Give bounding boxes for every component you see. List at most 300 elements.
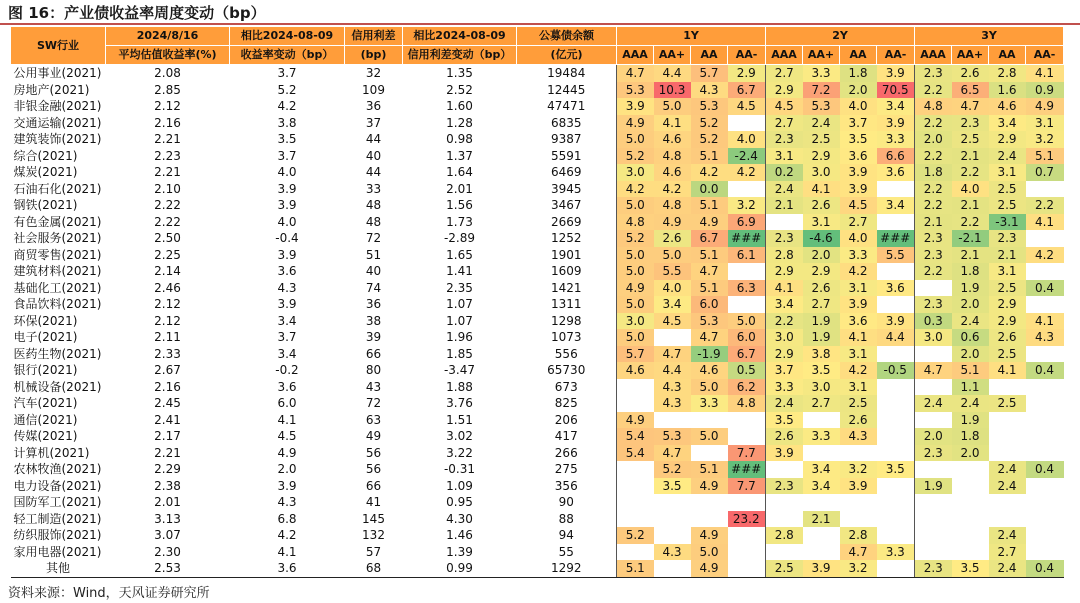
heat-cell: 3.9	[617, 98, 654, 115]
heat-cell: 4.5	[840, 197, 877, 214]
table-row	[11, 329, 1064, 346]
heat-cell: 3.4	[989, 115, 1026, 132]
yield-change-cell: 4.0	[230, 214, 345, 231]
heat-cell: 2.7	[803, 296, 840, 313]
heat-cell: 3.8	[803, 346, 840, 363]
table-row	[11, 263, 1064, 280]
heat-cell: 6.7	[728, 82, 766, 99]
heat-cell: 2.7	[989, 544, 1026, 561]
heat-cell: 5.2	[617, 527, 654, 544]
heat-cell: -1.9	[691, 346, 728, 363]
heat-cell	[803, 527, 840, 544]
table-row	[11, 346, 1064, 363]
heat-cell	[1026, 346, 1064, 363]
table-row	[11, 296, 1064, 313]
heat-cell: 5.3	[691, 313, 728, 330]
heat-cell: 6.9	[728, 214, 766, 231]
credit-spread-cell: 49	[345, 428, 403, 445]
heat-cell: 70.5	[877, 82, 915, 99]
heat-cell: 4.1	[1026, 313, 1064, 330]
header-group-1y: 1Y	[617, 27, 766, 46]
balance-cell: 356	[517, 478, 617, 495]
heat-cell	[728, 412, 766, 429]
heat-cell	[803, 544, 840, 561]
heat-cell: 0.6	[952, 329, 989, 346]
balance-cell: 94	[517, 527, 617, 544]
industry-cell: 环保(2021)	[11, 313, 106, 330]
spread-change-cell: 1.85	[403, 346, 517, 363]
heat-cell: 4.4	[654, 65, 691, 82]
table-row	[11, 181, 1064, 198]
yield-change-cell: 3.7	[230, 65, 345, 82]
heat-cell: 3.5	[766, 412, 803, 429]
heat-cell: 3.9	[840, 478, 877, 495]
heat-cell: 4.9	[691, 527, 728, 544]
heat-cell: 2.0	[952, 445, 989, 462]
heat-cell: 5.0	[617, 131, 654, 148]
credit-spread-cell: 37	[345, 115, 403, 132]
balance-cell: 556	[517, 346, 617, 363]
heat-cell: 6.6	[877, 148, 915, 165]
credit-spread-cell: 39	[345, 329, 403, 346]
yield-change-cell: 4.2	[230, 98, 345, 115]
heat-cell: 2.1	[952, 247, 989, 264]
credit-spread-cell: 43	[345, 379, 403, 396]
heat-cell: 0.7	[1026, 164, 1064, 181]
yield-change-cell: 4.1	[230, 544, 345, 561]
heat-cell: 3.7	[766, 362, 803, 379]
balance-cell: 825	[517, 395, 617, 412]
valuation-yield-cell: 2.22	[106, 214, 230, 231]
heat-cell	[877, 445, 915, 462]
industry-cell: 社会服务(2021)	[11, 230, 106, 247]
balance-cell: 55	[517, 544, 617, 561]
heat-cell: 4.3	[1026, 329, 1064, 346]
credit-spread-cell: 48	[345, 214, 403, 231]
heat-cell: 4.7	[654, 445, 691, 462]
heat-cell: 3.1	[989, 263, 1026, 280]
yield-change-cell: 3.4	[230, 346, 345, 363]
credit-spread-cell: 132	[345, 527, 403, 544]
heat-cell	[989, 445, 1026, 462]
table-row	[11, 131, 1064, 148]
yield-change-cell: 3.4	[230, 313, 345, 330]
heat-cell: 2.6	[840, 412, 877, 429]
heat-cell: 4.2	[840, 362, 877, 379]
balance-cell: 2669	[517, 214, 617, 231]
heat-cell: 2.0	[915, 428, 952, 445]
heat-cell: 4.0	[840, 98, 877, 115]
yield-change-cell: 5.2	[230, 82, 345, 99]
credit-spread-cell: 44	[345, 131, 403, 148]
industry-cell: 机械设备(2021)	[11, 379, 106, 396]
heat-cell: 5.0	[617, 197, 654, 214]
heat-cell: 3.1	[766, 148, 803, 165]
yield-change-cell: 4.3	[230, 280, 345, 297]
heat-cell	[915, 511, 952, 528]
heat-cell	[877, 263, 915, 280]
heat-cell: 4.0	[728, 131, 766, 148]
heat-cell: 4.1	[989, 362, 1026, 379]
valuation-yield-cell: 2.45	[106, 395, 230, 412]
heat-cell: 5.0	[617, 296, 654, 313]
valuation-yield-cell: 2.01	[106, 494, 230, 511]
heat-cell: 3.3	[877, 131, 915, 148]
industry-cell: 计算机(2021)	[11, 445, 106, 462]
balance-cell: 9387	[517, 131, 617, 148]
heat-cell	[1026, 296, 1064, 313]
heat-cell	[877, 560, 915, 577]
yield-change-cell: 3.8	[230, 115, 345, 132]
spread-change-cell: -3.47	[403, 362, 517, 379]
heat-cell	[1026, 478, 1064, 495]
heat-cell: 0.9	[1026, 82, 1064, 99]
credit-spread-cell: 57	[345, 544, 403, 561]
industry-cell: 国防军工(2021)	[11, 494, 106, 511]
heat-cell: 4.1	[803, 181, 840, 198]
spread-change-cell: 1.35	[403, 65, 517, 82]
yield-change-cell: 6.8	[230, 511, 345, 528]
title-rule	[0, 23, 1080, 25]
credit-spread-cell: 66	[345, 478, 403, 495]
yield-change-cell: 4.3	[230, 494, 345, 511]
heat-cell: 3.9	[877, 115, 915, 132]
heat-cell: 2.3	[915, 247, 952, 264]
heat-cell: 3.2	[840, 461, 877, 478]
heat-cell: 2.2	[915, 181, 952, 198]
heat-cell: 2.1	[952, 197, 989, 214]
heat-cell	[877, 428, 915, 445]
heat-cell: 2.3	[915, 296, 952, 313]
credit-spread-cell: 51	[345, 247, 403, 264]
heat-cell	[952, 527, 989, 544]
heat-cell: 3.5	[877, 461, 915, 478]
spread-change-cell: 1.46	[403, 527, 517, 544]
heat-cell: 4.7	[915, 362, 952, 379]
yield-change-cell: -0.2	[230, 362, 345, 379]
header-val-date: 2024/8/16	[106, 27, 230, 46]
heat-cell: 2.2	[915, 115, 952, 132]
spread-change-cell: 1.28	[403, 115, 517, 132]
header-rating: AAA	[915, 46, 952, 65]
heat-cell	[915, 379, 952, 396]
heat-cell: 5.1	[691, 148, 728, 165]
heat-cell	[989, 428, 1026, 445]
valuation-yield-cell: 2.33	[106, 346, 230, 363]
heat-cell: 4.6	[617, 362, 654, 379]
header-industry: SW行业	[11, 27, 106, 65]
heat-cell: 4.8	[617, 214, 654, 231]
heat-cell	[803, 494, 840, 511]
spread-change-cell: 1.09	[403, 478, 517, 495]
heat-cell: 3.6	[840, 313, 877, 330]
valuation-yield-cell: 2.30	[106, 544, 230, 561]
heat-cell: 0.3	[915, 313, 952, 330]
heat-cell: 7.7	[728, 478, 766, 495]
industry-cell: 其他	[11, 560, 106, 577]
heat-cell: 4.8	[728, 395, 766, 412]
heat-cell: 6.3	[728, 280, 766, 297]
heat-cell	[877, 379, 915, 396]
heat-cell: 4.1	[1026, 65, 1064, 82]
heat-cell	[915, 527, 952, 544]
table-row	[11, 148, 1064, 165]
heat-cell: 5.2	[617, 148, 654, 165]
yield-change-cell: 4.9	[230, 445, 345, 462]
yield-change-cell: 4.2	[230, 527, 345, 544]
heat-cell: 5.0	[617, 263, 654, 280]
credit-spread-cell: 72	[345, 395, 403, 412]
heat-cell: 0.4	[1026, 461, 1064, 478]
heat-cell: 2.2	[915, 82, 952, 99]
heat-cell: 2.9	[728, 65, 766, 82]
table-body	[11, 65, 1064, 578]
heat-cell: 2.0	[915, 131, 952, 148]
balance-cell: 6469	[517, 164, 617, 181]
header-rating: AA	[840, 46, 877, 65]
heat-cell: 10.3	[654, 82, 691, 99]
heat-cell: 4.3	[654, 395, 691, 412]
heat-cell: 4.2	[654, 181, 691, 198]
yield-change-cell: 3.9	[230, 197, 345, 214]
heat-cell	[728, 428, 766, 445]
heat-cell	[952, 478, 989, 495]
heat-cell: 2.3	[915, 445, 952, 462]
heat-cell: 5.2	[691, 115, 728, 132]
heat-cell: 2.2	[915, 148, 952, 165]
valuation-yield-cell: 2.17	[106, 428, 230, 445]
credit-spread-cell: 36	[345, 98, 403, 115]
valuation-yield-cell: 2.23	[106, 148, 230, 165]
heat-cell: 5.7	[691, 65, 728, 82]
heat-cell: 5.0	[617, 247, 654, 264]
industry-cell: 医药生物(2021)	[11, 346, 106, 363]
heat-cell: 2.2	[915, 263, 952, 280]
heat-cell: 2.8	[766, 247, 803, 264]
heat-cell: ###	[728, 230, 766, 247]
valuation-yield-cell: 2.53	[106, 560, 230, 577]
balance-cell: 3945	[517, 181, 617, 198]
heat-cell: 1.9	[915, 478, 952, 495]
industry-cell: 传媒(2021)	[11, 428, 106, 445]
heat-cell	[728, 263, 766, 280]
heat-cell: 4.0	[952, 181, 989, 198]
heat-cell	[989, 511, 1026, 528]
spread-change-cell: 1.37	[403, 148, 517, 165]
heat-cell: 5.0	[654, 98, 691, 115]
yield-change-cell: 3.9	[230, 247, 345, 264]
heat-cell: 3.6	[840, 148, 877, 165]
heat-cell: 5.3	[617, 82, 654, 99]
heat-cell: 5.0	[691, 379, 728, 396]
spread-change-cell: 2.52	[403, 82, 517, 99]
industry-cell: 家用电器(2021)	[11, 544, 106, 561]
heat-cell	[952, 511, 989, 528]
balance-cell: 206	[517, 412, 617, 429]
heat-cell: 1.9	[952, 412, 989, 429]
heat-cell: 4.5	[766, 98, 803, 115]
heat-cell: 4.7	[654, 346, 691, 363]
spread-change-cell: 1.51	[403, 412, 517, 429]
heat-cell: 3.0	[617, 313, 654, 330]
heat-cell: 1.6	[989, 82, 1026, 99]
heat-cell: 4.2	[617, 181, 654, 198]
header-rating: AA+	[654, 46, 691, 65]
heat-cell: 2.6	[803, 197, 840, 214]
heat-cell: -0.5	[877, 362, 915, 379]
table-row	[11, 445, 1064, 462]
heat-cell	[989, 379, 1026, 396]
valuation-yield-cell: 2.12	[106, 98, 230, 115]
heat-cell: 2.1	[803, 511, 840, 528]
heat-cell	[877, 478, 915, 495]
heat-cell	[1026, 230, 1064, 247]
heat-cell: 2.4	[766, 181, 803, 198]
heat-cell: 4.6	[654, 164, 691, 181]
industry-cell: 商贸零售(2021)	[11, 247, 106, 264]
industry-cell: 石油石化(2021)	[11, 181, 106, 198]
heat-cell: 5.0	[654, 247, 691, 264]
heat-cell: 4.1	[654, 115, 691, 132]
heat-cell: 2.3	[766, 131, 803, 148]
heat-cell: 2.4	[803, 115, 840, 132]
heat-cell	[952, 544, 989, 561]
heat-cell	[915, 412, 952, 429]
credit-spread-cell: 41	[345, 494, 403, 511]
heat-cell	[728, 296, 766, 313]
heat-cell: 2.3	[766, 230, 803, 247]
spread-change-cell: 1.65	[403, 247, 517, 264]
heat-cell: 2.6	[989, 329, 1026, 346]
heat-cell: 3.9	[840, 296, 877, 313]
table-row	[11, 65, 1064, 82]
heat-cell: 3.5	[803, 362, 840, 379]
heat-cell: 3.3	[691, 395, 728, 412]
heat-cell: 2.1	[915, 214, 952, 231]
heat-cell: 4.4	[654, 362, 691, 379]
heat-cell	[915, 461, 952, 478]
heat-cell: 4.6	[691, 362, 728, 379]
table-row	[11, 379, 1064, 396]
header-spread-bottom: (bp)	[345, 46, 403, 65]
yield-change-cell: 3.5	[230, 131, 345, 148]
table-row	[11, 412, 1064, 429]
heat-cell: 6.5	[952, 82, 989, 99]
heat-cell	[766, 511, 803, 528]
heat-cell: 2.5	[989, 395, 1026, 412]
heat-cell	[691, 494, 728, 511]
heat-cell: 4.9	[617, 115, 654, 132]
header-yield-chg-bottom: 收益率变动（bp）	[230, 46, 345, 65]
heat-cell: 2.2	[1026, 197, 1064, 214]
heat-cell: 3.9	[840, 164, 877, 181]
heat-cell	[1026, 511, 1064, 528]
heat-cell: 3.0	[803, 164, 840, 181]
heat-cell: 7.2	[803, 82, 840, 99]
heat-cell	[728, 544, 766, 561]
heat-cell: 4.2	[691, 164, 728, 181]
industry-cell: 综合(2021)	[11, 148, 106, 165]
industry-cell: 基础化工(2021)	[11, 280, 106, 297]
yield-change-cell: 3.6	[230, 379, 345, 396]
balance-cell: 12445	[517, 82, 617, 99]
heat-cell	[728, 115, 766, 132]
heat-cell: 1.8	[915, 164, 952, 181]
heat-cell: 4.0	[654, 280, 691, 297]
heat-cell: 2.1	[989, 247, 1026, 264]
table-row	[11, 428, 1064, 445]
heat-cell: 2.4	[915, 395, 952, 412]
industry-cell: 非银金融(2021)	[11, 98, 106, 115]
heat-cell: 5.2	[654, 461, 691, 478]
valuation-yield-cell: 2.11	[106, 329, 230, 346]
heat-cell: 2.2	[952, 214, 989, 231]
heat-cell: 2.8	[766, 527, 803, 544]
heat-cell: 3.1	[840, 379, 877, 396]
heat-cell: 2.9	[766, 82, 803, 99]
heat-cell: 4.7	[952, 98, 989, 115]
heat-cell: 5.1	[691, 461, 728, 478]
spread-change-cell: 2.35	[403, 280, 517, 297]
heat-cell: 5.0	[728, 313, 766, 330]
industry-cell: 煤炭(2021)	[11, 164, 106, 181]
heat-cell: 2.8	[840, 527, 877, 544]
valuation-yield-cell: 2.21	[106, 445, 230, 462]
heat-cell: 5.5	[877, 247, 915, 264]
heat-cell	[617, 395, 654, 412]
spread-change-cell: 1.96	[403, 329, 517, 346]
heat-cell: 3.9	[877, 65, 915, 82]
valuation-yield-cell: 2.50	[106, 230, 230, 247]
heat-cell: 4.3	[840, 428, 877, 445]
heat-cell: 3.7	[840, 115, 877, 132]
header-group-3y: 3Y	[915, 27, 1064, 46]
heat-cell: 4.1	[766, 280, 803, 297]
header-rating: AA-	[1026, 46, 1064, 65]
heat-cell: 4.1	[840, 329, 877, 346]
valuation-yield-cell: 2.21	[106, 131, 230, 148]
credit-spread-cell: 33	[345, 181, 403, 198]
heat-cell: 3.5	[952, 560, 989, 577]
heat-cell	[654, 412, 691, 429]
heat-cell	[1026, 544, 1064, 561]
heat-cell: 4.3	[654, 544, 691, 561]
yield-change-cell: 3.6	[230, 560, 345, 577]
heat-cell	[840, 445, 877, 462]
balance-cell: 3467	[517, 197, 617, 214]
heat-cell	[877, 511, 915, 528]
heat-cell: 2.6	[654, 230, 691, 247]
credit-spread-cell: 72	[345, 230, 403, 247]
heat-cell	[915, 494, 952, 511]
spread-change-cell: 0.99	[403, 560, 517, 577]
heat-cell: 4.5	[728, 98, 766, 115]
heat-cell: 5.3	[691, 98, 728, 115]
heat-cell: 5.0	[617, 329, 654, 346]
spread-change-cell: 1.39	[403, 544, 517, 561]
valuation-yield-cell: 2.12	[106, 313, 230, 330]
heat-cell: 3.5	[840, 131, 877, 148]
header-group-2y: 2Y	[766, 27, 915, 46]
yield-change-cell: 4.0	[230, 164, 345, 181]
heat-cell: 2.0	[952, 346, 989, 363]
industry-bond-table	[10, 26, 1064, 578]
heat-cell: 2.4	[989, 148, 1026, 165]
heat-cell: 3.6	[877, 280, 915, 297]
header-rating: AA-	[877, 46, 915, 65]
heat-cell: 2.7	[766, 115, 803, 132]
valuation-yield-cell: 2.16	[106, 115, 230, 132]
